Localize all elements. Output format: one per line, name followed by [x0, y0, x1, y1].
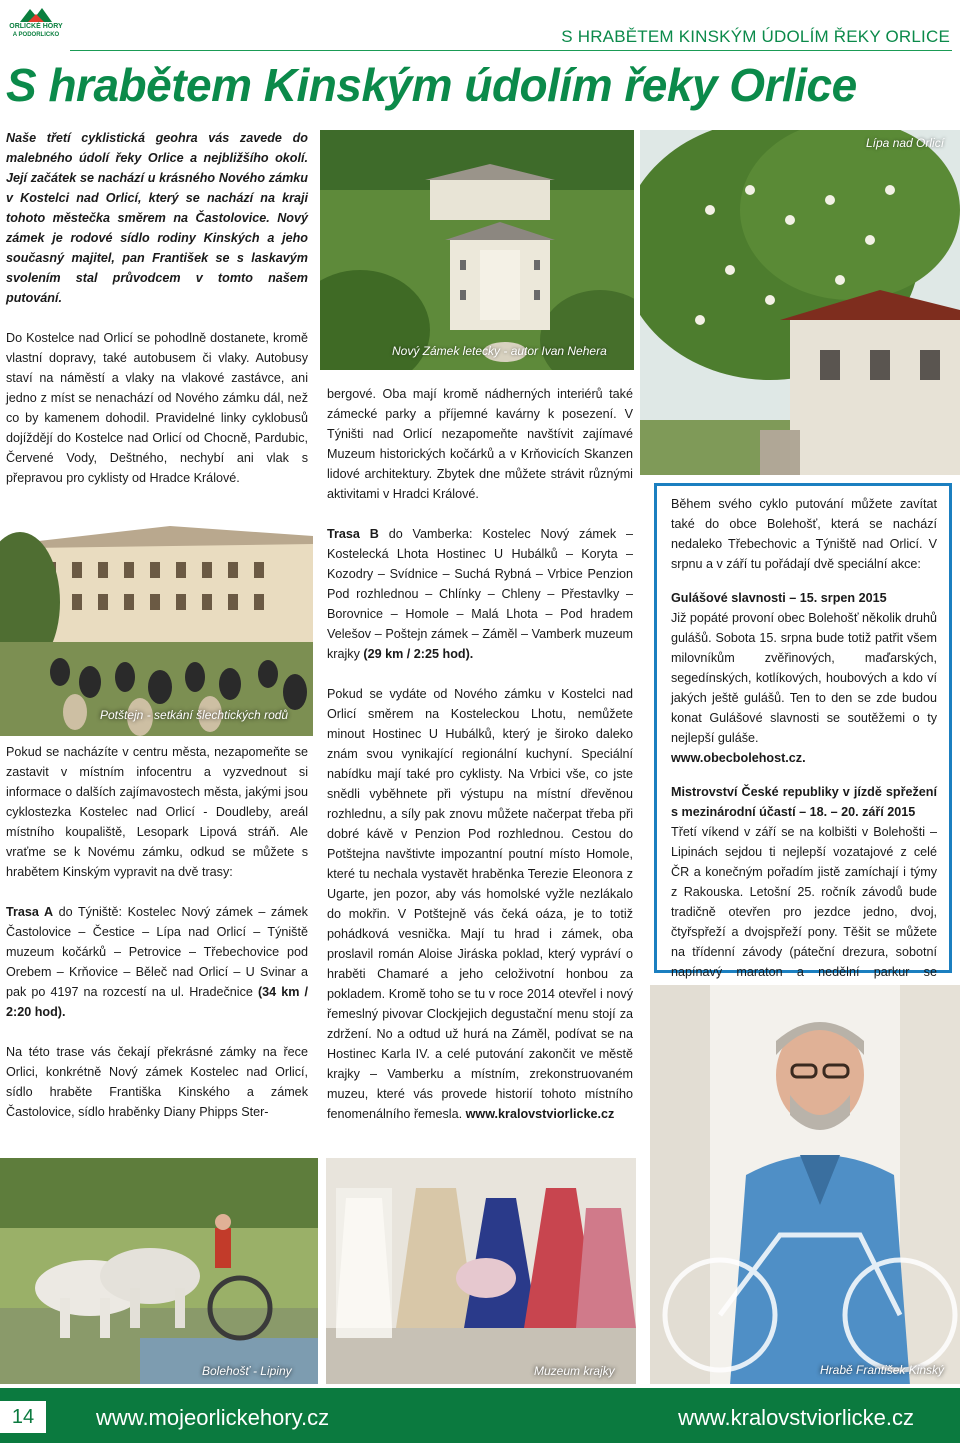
article-paragraph: bergové. Oba mají kromě nádherných interiérů také zámecké parky a příjemné kavárny k posezení. V Týništi nad Orlicí nezapomeňte navštívit zajímavé Muzeum historických kočárků a v Krňovicích Skanzen lidové architektury. Zbytek dne můžete strávit různými aktivitami v Hradci Králové.: [327, 387, 633, 501]
event-gulas-title: Gulášové slavnosti – 15. srpen 2015: [671, 591, 887, 605]
page-number: 14: [0, 1401, 46, 1433]
column-1: [6, 128, 308, 508]
lead-paragraph: Naše třetí cyklistická geohra vás zavede do malebného údolí řeky Orlice a nejbližšího okolí. Její začátek se nachází u krásného Nového zámku v Kostelci nad Orlicí, který se nachází na kraji tohoto městečka směrem na Častolovice. Nový zámek je rodové sídlo rodiny Kinských a jeho současný majitel, pan František se s laskavým svolením stal průvodcem v tomto našem putování.: [6, 131, 308, 305]
trasa-b-paragraph: [327, 524, 633, 664]
event-gulas: [671, 588, 937, 768]
mountain-logo-icon: [20, 6, 52, 22]
logo-line2: A PODORLICKO: [12, 32, 60, 38]
trasa-b-label: Trasa B: [327, 527, 379, 541]
footer-url-right[interactable]: www.kralovstviorlicke.cz: [678, 1405, 914, 1430]
muzeum-photo: [326, 1158, 636, 1384]
page-title: S hrabětem Kinským údolím řeky Orlice: [6, 59, 857, 111]
hrabe-photo: [650, 985, 960, 1385]
trasa-b-distance: (29 km / 2:25 hod).: [363, 647, 474, 661]
caption-bolehost: Bolehošť - Lipiny: [202, 1364, 292, 1378]
publisher-logo: [8, 6, 64, 44]
lipa-photo: [640, 130, 960, 475]
article-paragraph: Do Kostelce nad Orlicí se pohodlně dostanete, kromě vlastní dopravy, také autobusem či vlaky. Autobusy staví na náměstí a vlaky na vlakové zastávce, ani jedno z míst se nenachází od Nového zámku dál, než co by kamenem dohodil. Pravidelné linky cyklobusů dojíždějí do Kostelce nad Orlicí od Chocně, Pardubic, Červené Vody, Deštného, nechybí ani vlak s přepravou pro cyklisty od Hradce Králové.: [6, 331, 308, 485]
caption-castle: Nový Zámek letecky - autor Ivan Nehera: [392, 344, 607, 358]
trasa-a-distance: (34 km / 2:20 hod).: [6, 985, 309, 1019]
trasa-a-paragraph: [6, 902, 308, 1022]
caption-potstejn: Potštejn - setkání šlechtických rodů: [100, 708, 289, 722]
article-text: Pokud se vydáte od Nového zámku v Kostelci nad Orlicí směrem na Kosteleckou Lhotu, nemůžete minout Hostinec U Hubálků, který je široko daleko znám svou vynikající regionální kuchyní. Speciální nabídku mají také pro cyklisty. Na Vrbici vše, co jste snědli vyběhnete při výstupu na místní dřevěnou rozhlednu, a síly pak znovu můžete načerpat třeba při dobré kávě v Penzion Pod rozhlednou. Cestou do Potštejna navštivte impozantní poutní místo Homole, které tu nechala vystavět hraběnka Terezie Eleonora z Ugarte, jen pozor, aby vás homolské vyžle nezlákalo do mokřin. V Potštejně vás čeká oáza, je to totiž pohádková vesnička. Mají tu hrad i zámek, oba proslavil román Aloise Jiráska poklad, který vypráví o hraběti Chamaré a jeho celoživotní honbou za pokladem. Kromě toho se tu v roce 2014 otevřel i nový řemeslný pivovar Clockjejich degustační menu stojí za zdržení. No a odtud už hurá na Záměl, podívat se na Hostinec Karla IV. a celé putování zakončit ve městě krajky – Vamberku a místním, zrekonstruovaném muzeu, které vás provede historií tohoto místního fenomenálního řemesla.: [327, 687, 633, 1121]
column-1-continued: [6, 742, 308, 1142]
article-paragraph: Pokud se nacházíte v centru města, nezapomeňte se zastavit v místním infocentru a vyzvednout si informace o dalších zajímavostech města, jakými jsou cyklostezka Kostelec nad Orlicí - Doudleby, areál místního koupaliště, Lesopark Lipová stráň. Ale vraťme se k Novému zámku, odkud se můžete s hrabětem Kinským vypravit na dvě trasy:: [6, 745, 308, 879]
kralovstvi-link[interactable]: www.kralovstviorlicke.cz: [465, 1107, 615, 1121]
caption-muzeum: Muzeum krajky: [534, 1364, 615, 1378]
event-mistrovstvi-title: Mistrovství České republiky v jízdě spřežení s mezinárodní účastí – 18. – 20. září 2015: [671, 785, 937, 819]
footer-separator: [0, 1384, 960, 1387]
caption-hrabe: Hrabě František Kinský: [820, 1363, 945, 1377]
events-infobox: [654, 483, 952, 979]
event-gulas-link[interactable]: www.obecbolehost.cz.: [671, 751, 806, 765]
potstejn-photo: [0, 522, 313, 736]
infobox-intro: Během svého cyklo putování můžete zavítat také do obce Bolehošť, která se nachází nedaleko Třebechovic a Týniště nad Orlicí. V srpnu a v září tu pořádají dvě speciální akce:: [671, 497, 937, 571]
event-gulas-text: Již popáté provoní obec Bolehošť několik druhů gulášů. Sobota 15. srpna bude totiž patřit všem milovníkům zvěřinových, maďarských, segedínských, kotlíkových, houbových a kdo ví jakých ještě gulášů. Ten to den se zde budou konat Gulášové slavnosti se soutěžemi o ty nejlepší guláše.: [671, 611, 937, 745]
logo-line1: ORLICKÉ HORY: [9, 23, 63, 30]
article-paragraph: Na této trase vás čekají překrásné zámky na řece Orlici, konkrétně Nový zámek Kostelec nad Orlicí, sídlo hraběte Františka Kinského a zámek Častolovice, sídlo hraběnky Diany Phipps Ster-: [6, 1045, 308, 1119]
header-rule: [70, 50, 952, 51]
article-paragraph: [327, 684, 633, 1124]
castle-aerial-photo: [320, 130, 634, 370]
column-2: [327, 384, 633, 1144]
caption-lipa: Lípa nad Orlicí: [866, 136, 945, 150]
trasa-a-text: do Týniště: Kostelec Nový zámek – zámek Častolovice – Čestice – Lípa nad Orlicí – Týniště muzeum kočárků – Petrovice – Třebechovice pod Orebem – Krňovice – Běleč nad Orlicí – U Svinar a pak po 4197 na rozcestí na ul. Hradečnice: [6, 905, 308, 999]
event-mistrovstvi-text: Třetí víkend v září se na kolbišti v Bolehošti – Lipinách sejdou ti nejlepší vozatajové z celé ČR a konečným pořadím jistě zamíchají i týmy z Rakouska. Letošní 25. ročník závodů bude tradičně otevřen pro jezdce jedno, dvoj, čtyřspřeží a dvojspřeží pony. Těšit se můžete na třídenní závody (páteční drezura, sobotní napínavý maraton a nedělní parkur se: [671, 825, 937, 979]
trasa-b-text: do Vamberka: Kostelec Nový zámek – Kostelecká Lhota Hostinec U Hubálků – Koryta – Kozodry – Svídnice – Suchá Rybná – Vrbice Penzion Pod rozhlednou – Chlínky – Chleny – Přestavlky – Borovnice – Homole – Malá Lhota – Pod hradem Velešov – Poštejn zámek – Záměl – Vamberk muzeum krajky: [327, 527, 633, 661]
footer-url-left[interactable]: www.mojeorlickehory.cz: [96, 1405, 330, 1430]
trasa-a-label: Trasa A: [6, 905, 54, 919]
bolehost-photo: [0, 1158, 318, 1384]
running-head: S HRABĚTEM KINSKÝM ÚDOLÍM ŘEKY ORLICE: [561, 27, 950, 46]
